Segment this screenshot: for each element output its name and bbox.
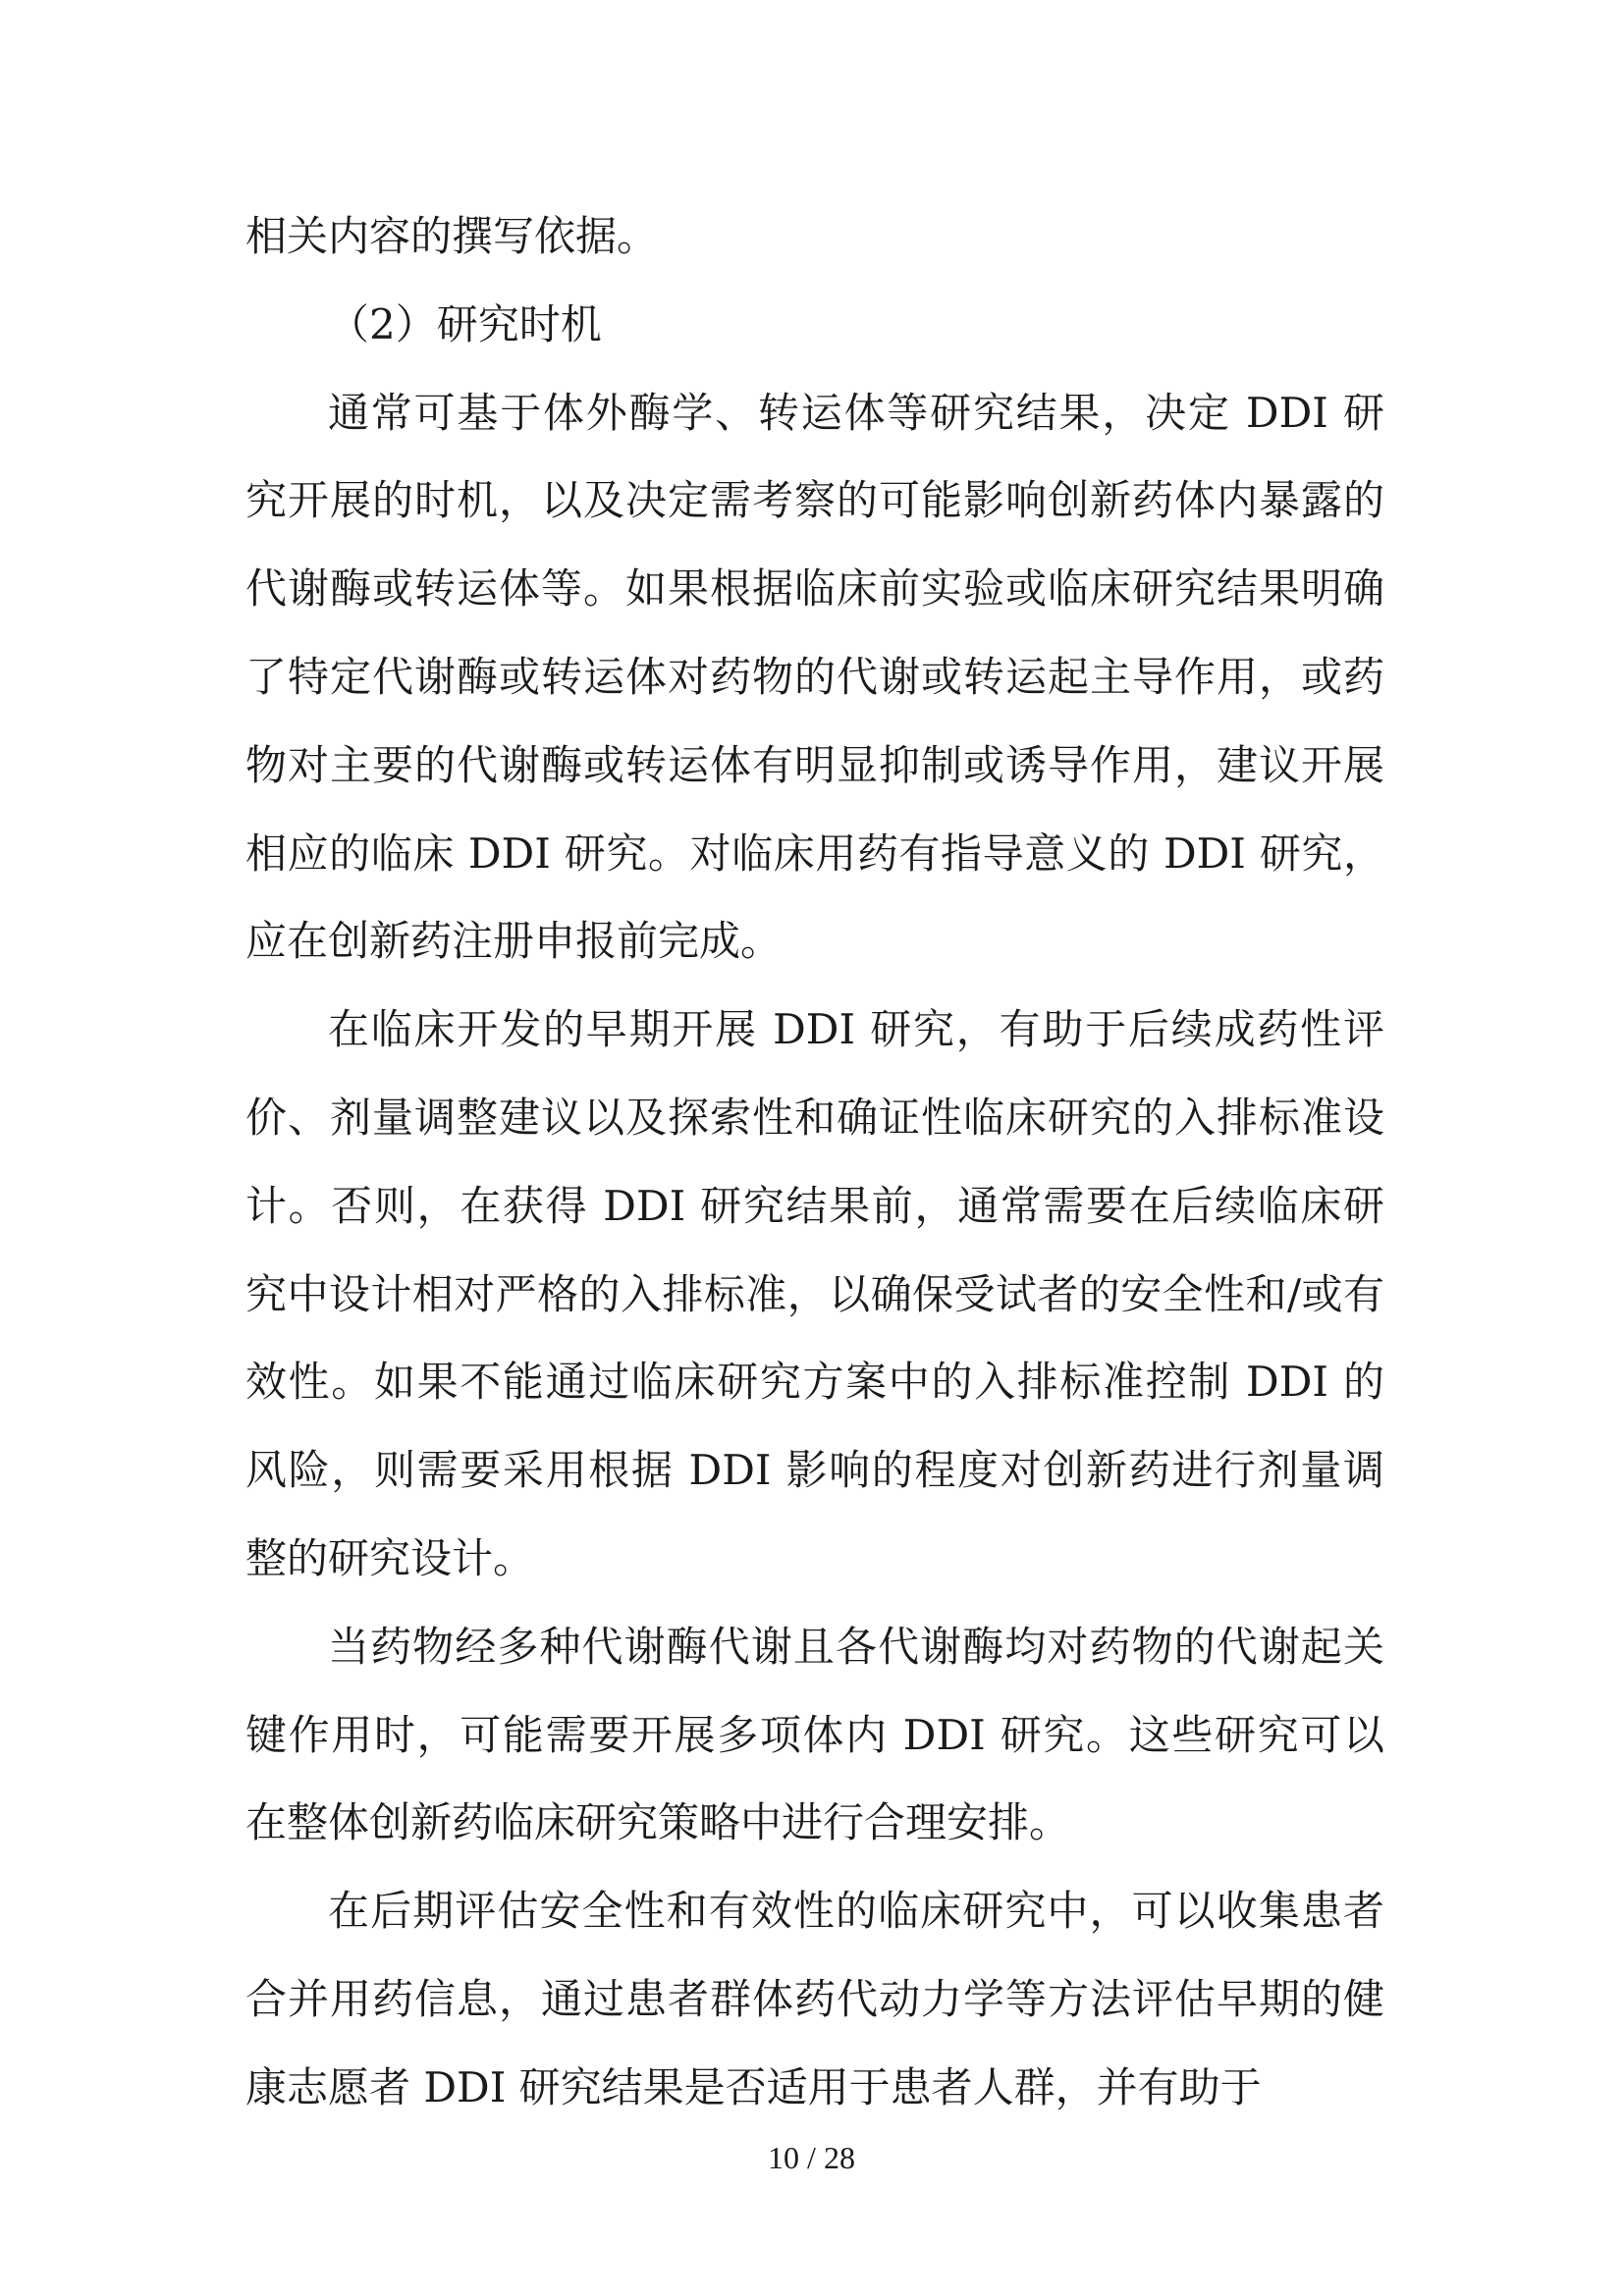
- section-heading: （2）研究时机: [328, 299, 602, 348]
- paragraph: 相关内容的撰写依据。: [245, 212, 659, 260]
- paragraph: 在临床开发的早期开展 DDI 研究，有助于后续成药性评价、剂量调整建议以及探索性和确证性临床研究的入排标准设计。否则，在获得 DDI 研究结果前，通常需要在后续临床研究中设计相对严格的入排标准，以确保受试者的安全性和/或有效性。如果不能通过临床研究方案中的入排标准控制 DDI 的风险，则需要采用根据 DDI 影响的程度对创新药进行剂量调整的研究设计。: [245, 1005, 1384, 1582]
- page-number: 10 / 28: [768, 2140, 855, 2175]
- paragraph: 当药物经多种代谢酶代谢且各代谢酶均对药物的代谢起关键作用时，可能需要开展多项体内 DDI 研究。这些研究可以在整体创新药临床研究策略中进行合理安排。: [245, 1622, 1384, 1847]
- paragraph: 在后期评估安全性和有效性的临床研究中，可以收集患者合并用药信息，通过患者群体药代动力学等方法评估早期的健康志愿者 DDI 研究结果是否适用于患者人群，并有助于: [245, 1887, 1384, 2111]
- paragraph: 通常可基于体外酶学、转运体等研究结果，决定 DDI 研究开展的时机，以及决定需考察的可能影响创新药体内暴露的代谢酶或转运体等。如果根据临床前实验或临床研究结果明确了特定代谢酶或转运体对药物的代谢或转运起主导作用，或药物对主要的代谢酶或转运体有明显抑制或诱导作用，建议开展相应的临床 DDI 研究。对临床用药有指导意义的 DDI 研究，应在创新药注册申报前完成。: [245, 388, 1384, 966]
- body-text: [245, 192, 1384, 2132]
